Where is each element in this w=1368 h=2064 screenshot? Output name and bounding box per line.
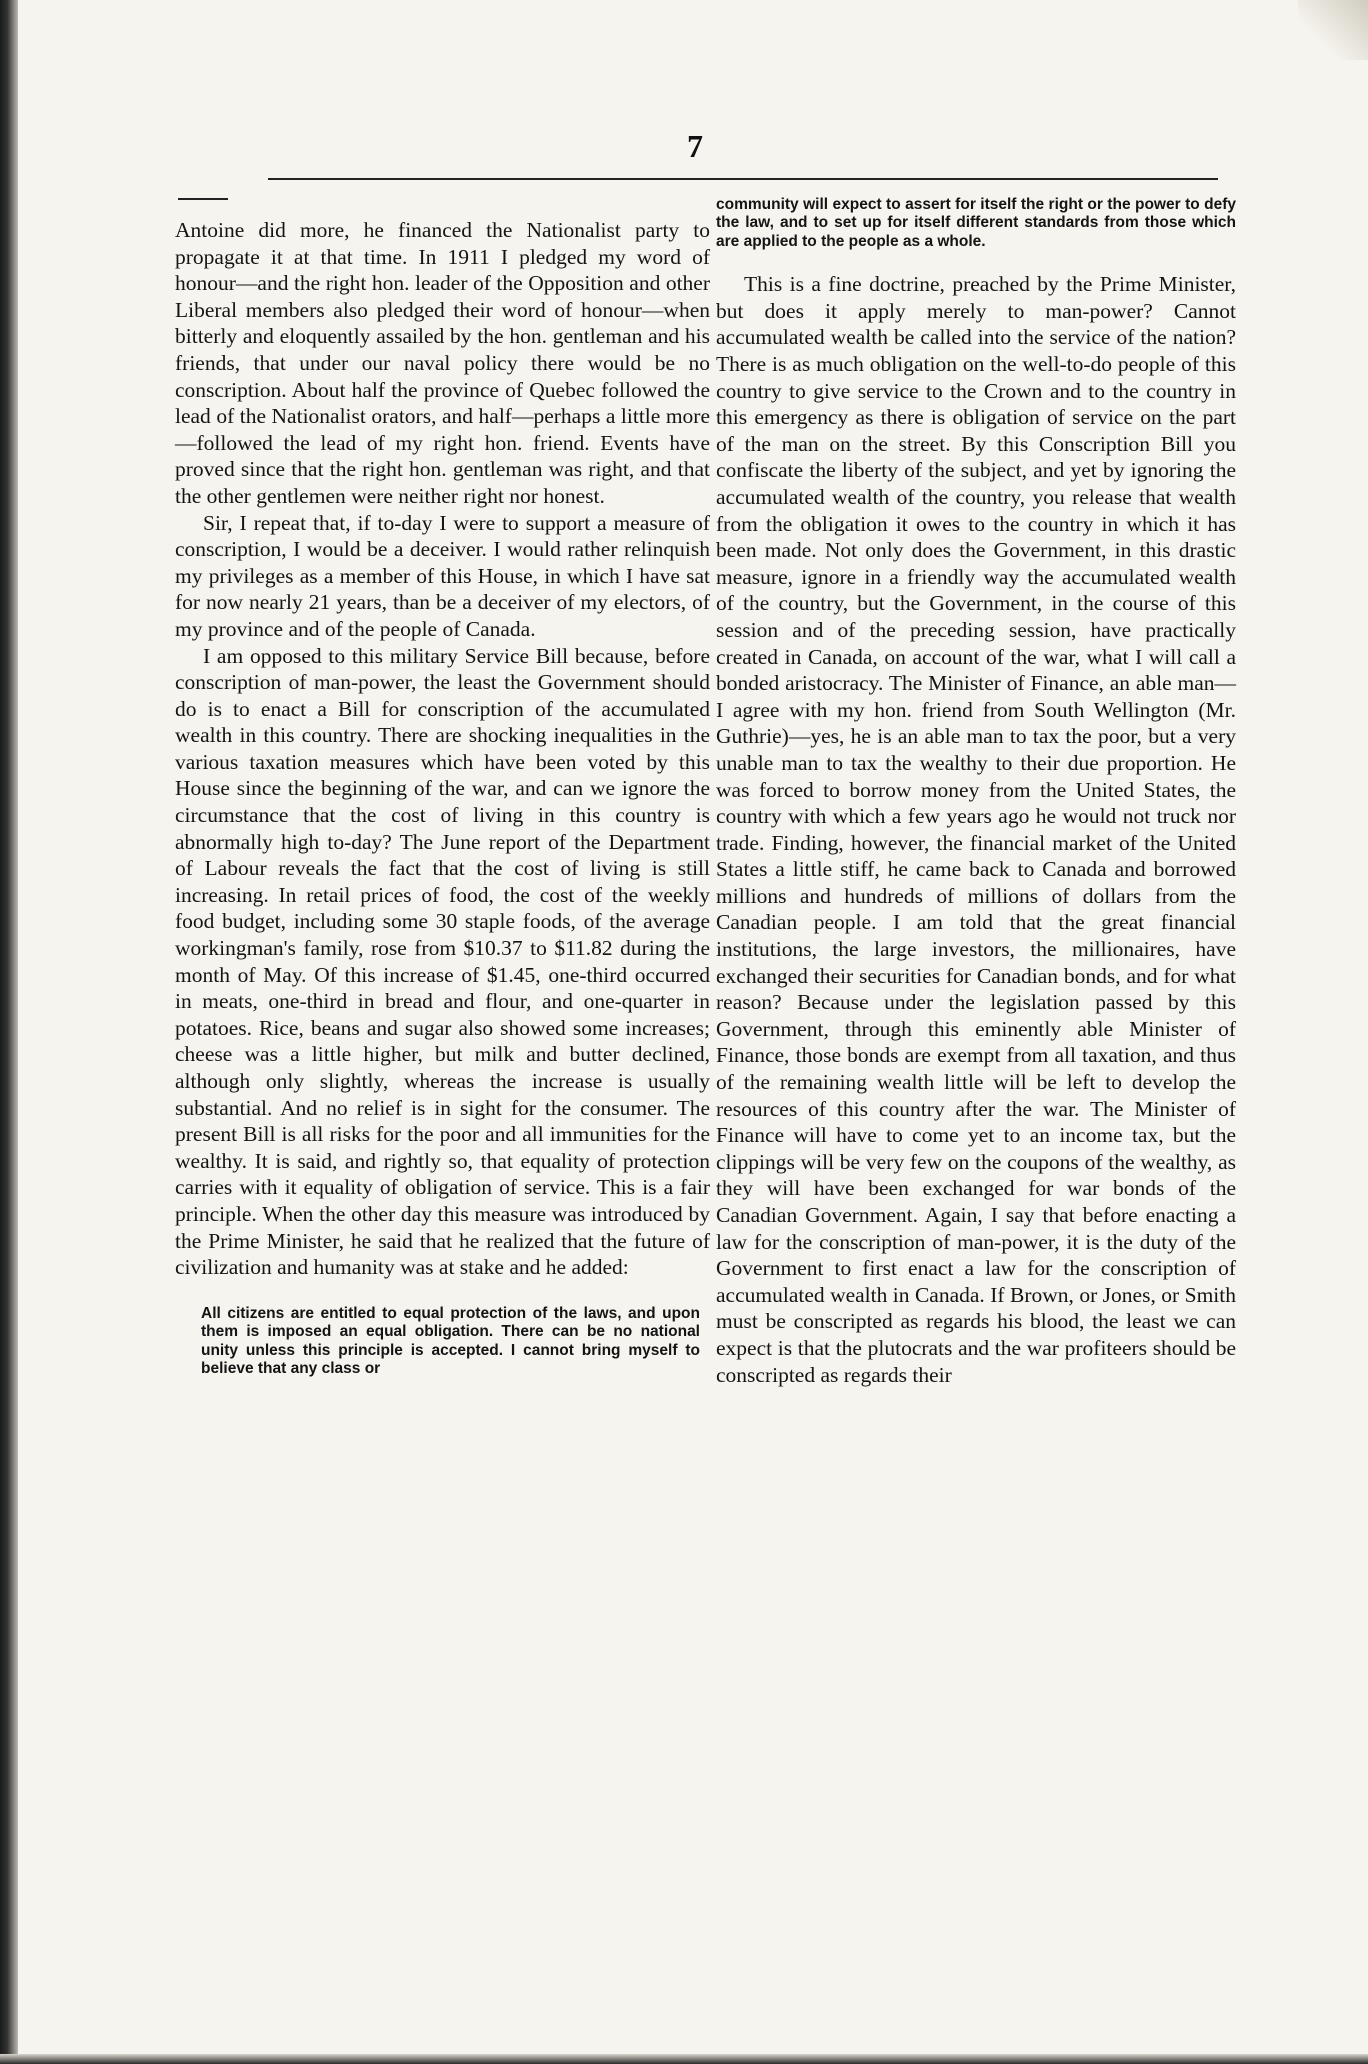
header-rule-short [178,198,228,200]
header-rule-long [268,178,1218,180]
paragraph: This is a fine doctrine, preached by the Prime Minister, but does it apply merely to man-power? Cannot accumulated wealth be called into the service of the nation? There is as much obligation on the well-to-do people of this country to give service to the Crown and to the country in this emergency as there is obligation of service on the part of the man on the street. By this Conscription Bill you confiscate the liberty of the subject, and yet by ignoring the accumulated wealth of the country, you release that wealth from the obligation it owes to the country in which it has been made. Not only does the Government, in this drastic measure, ignore in a friendly way the accumulated wealth of the country, but the Government, in the course of this session and of the preceding session, have practically created in Canada, on account of the war, what I will call a bonded aristocracy. The Minister of Finance, an able man—I agree with my hon. friend from South Wellington (Mr. Guthrie)—yes, he is an able man to tax the poor, but a very unable man to tax the wealthy to their due proportion. He was forced to borrow money from the United States, the country with which a few years ago he would not truck nor trade. Finding, however, the financial market of the United States a little stiff, he came back to Canada and borrowed millions and hundreds of millions of dollars from the Canadian people. I am told that the great financial institutions, the large investors, the millionaires, have exchanged their securities for Canadian bonds, and for what reason? Because under the legislation passed by this Government, through this eminently able Minister of Finance, those bonds are exempt from all taxation, and thus of the remaining wealth little will be left to develop the resources of this country after the war. The Minister of Finance will have to come yet to an income tax, but the clippings will be very few on the coupons of the wealthy, as they will have been exchanged for war bonds of the Canadian Government. Again, I say that before enacting a law for the conscription of man-power, it is the duty of the Government to first enact a law for the conscription of accumulated wealth in Canada. If Brown, or Jones, or Smith must be conscripted as regards his blood, the least we can expect is that the plutocrats and the war profiteers should be conscripted as regards their [716,272,1236,1387]
page-binding-shadow [0,0,18,2064]
paragraph: Sir, I repeat that, if to-day I were to support a measure of conscription, I would be a deceiver. I would rather relinquish my privileges as a member of this House, in which I have sat for now nearly 21 years, than be a deceiver of my electors, of my province and of the people of Canada. [175,510,710,641]
block-quote: All citizens are entitled to equal protection of the laws, and upon them is imposed an equal obligation. There can be no national unity unless this principle is accepted. I cannot bring myself to believe that any class or [201,1304,700,1377]
left-column [175,217,710,1378]
page-number: 7 [687,128,703,164]
right-column [716,196,1236,1388]
block-quote-continued: community will expect to assert for itself the right or the power to defy the law, and to set up for itself different standards from those which are applied to the people as a whole. [716,196,1236,250]
paragraph: I am opposed to this military Service Bill because, before conscription of man-power, the least the Government should do is to enact a Bill for conscription of the accumulated wealth in this country. There are shocking inequalities in the various taxation measures which have been voted by this House since the beginning of the war, and can we ignore the circumstance that the cost of living in this country is abnormally high to-day? The June report of the Department of Labour reveals the fact that the cost of living is still increasing. In retail prices of food, the cost of the weekly food budget, including some 30 staple foods, of the average workingman's family, rose from $10.37 to $11.82 during the month of May. Of this increase of $1.45, one-third occurred in meats, one-third in bread and flour, and one-quarter in potatoes. Rice, beans and sugar also showed some increases; cheese was a little higher, but milk and butter declined, although only slightly, whereas the increase is usually substantial. And no relief is in sight for the consumer. The present Bill is all risks for the poor and all immunities for the wealthy. It is said, and rightly so, that equality of protection carries with it equality of obligation of service. This is a fair principle. When the other day this measure was introduced by the Prime Minister, he said that he realized that the future of civilization and humanity was at stake and he added: [175,643,710,1280]
paragraph: Antoine did more, he financed the Nationalist party to propagate it at that time. In 1911 I pledged my word of honour—and the right hon. leader of the Opposition and other Liberal members also pledged their word of honour—when bitterly and eloquently assailed by the hon. gentleman and his friends, that under our naval policy there would be no conscription. About half the province of Quebec followed the lead of the Nationalist orators, and half—perhaps a little more—followed the lead of my right hon. friend. Events have proved since that the right hon. gentleman was right, and that the other gentlemen were neither right nor honest. [175,218,710,508]
page-bottom-shadow [0,2054,1368,2064]
page-corner-wear [1298,0,1368,60]
